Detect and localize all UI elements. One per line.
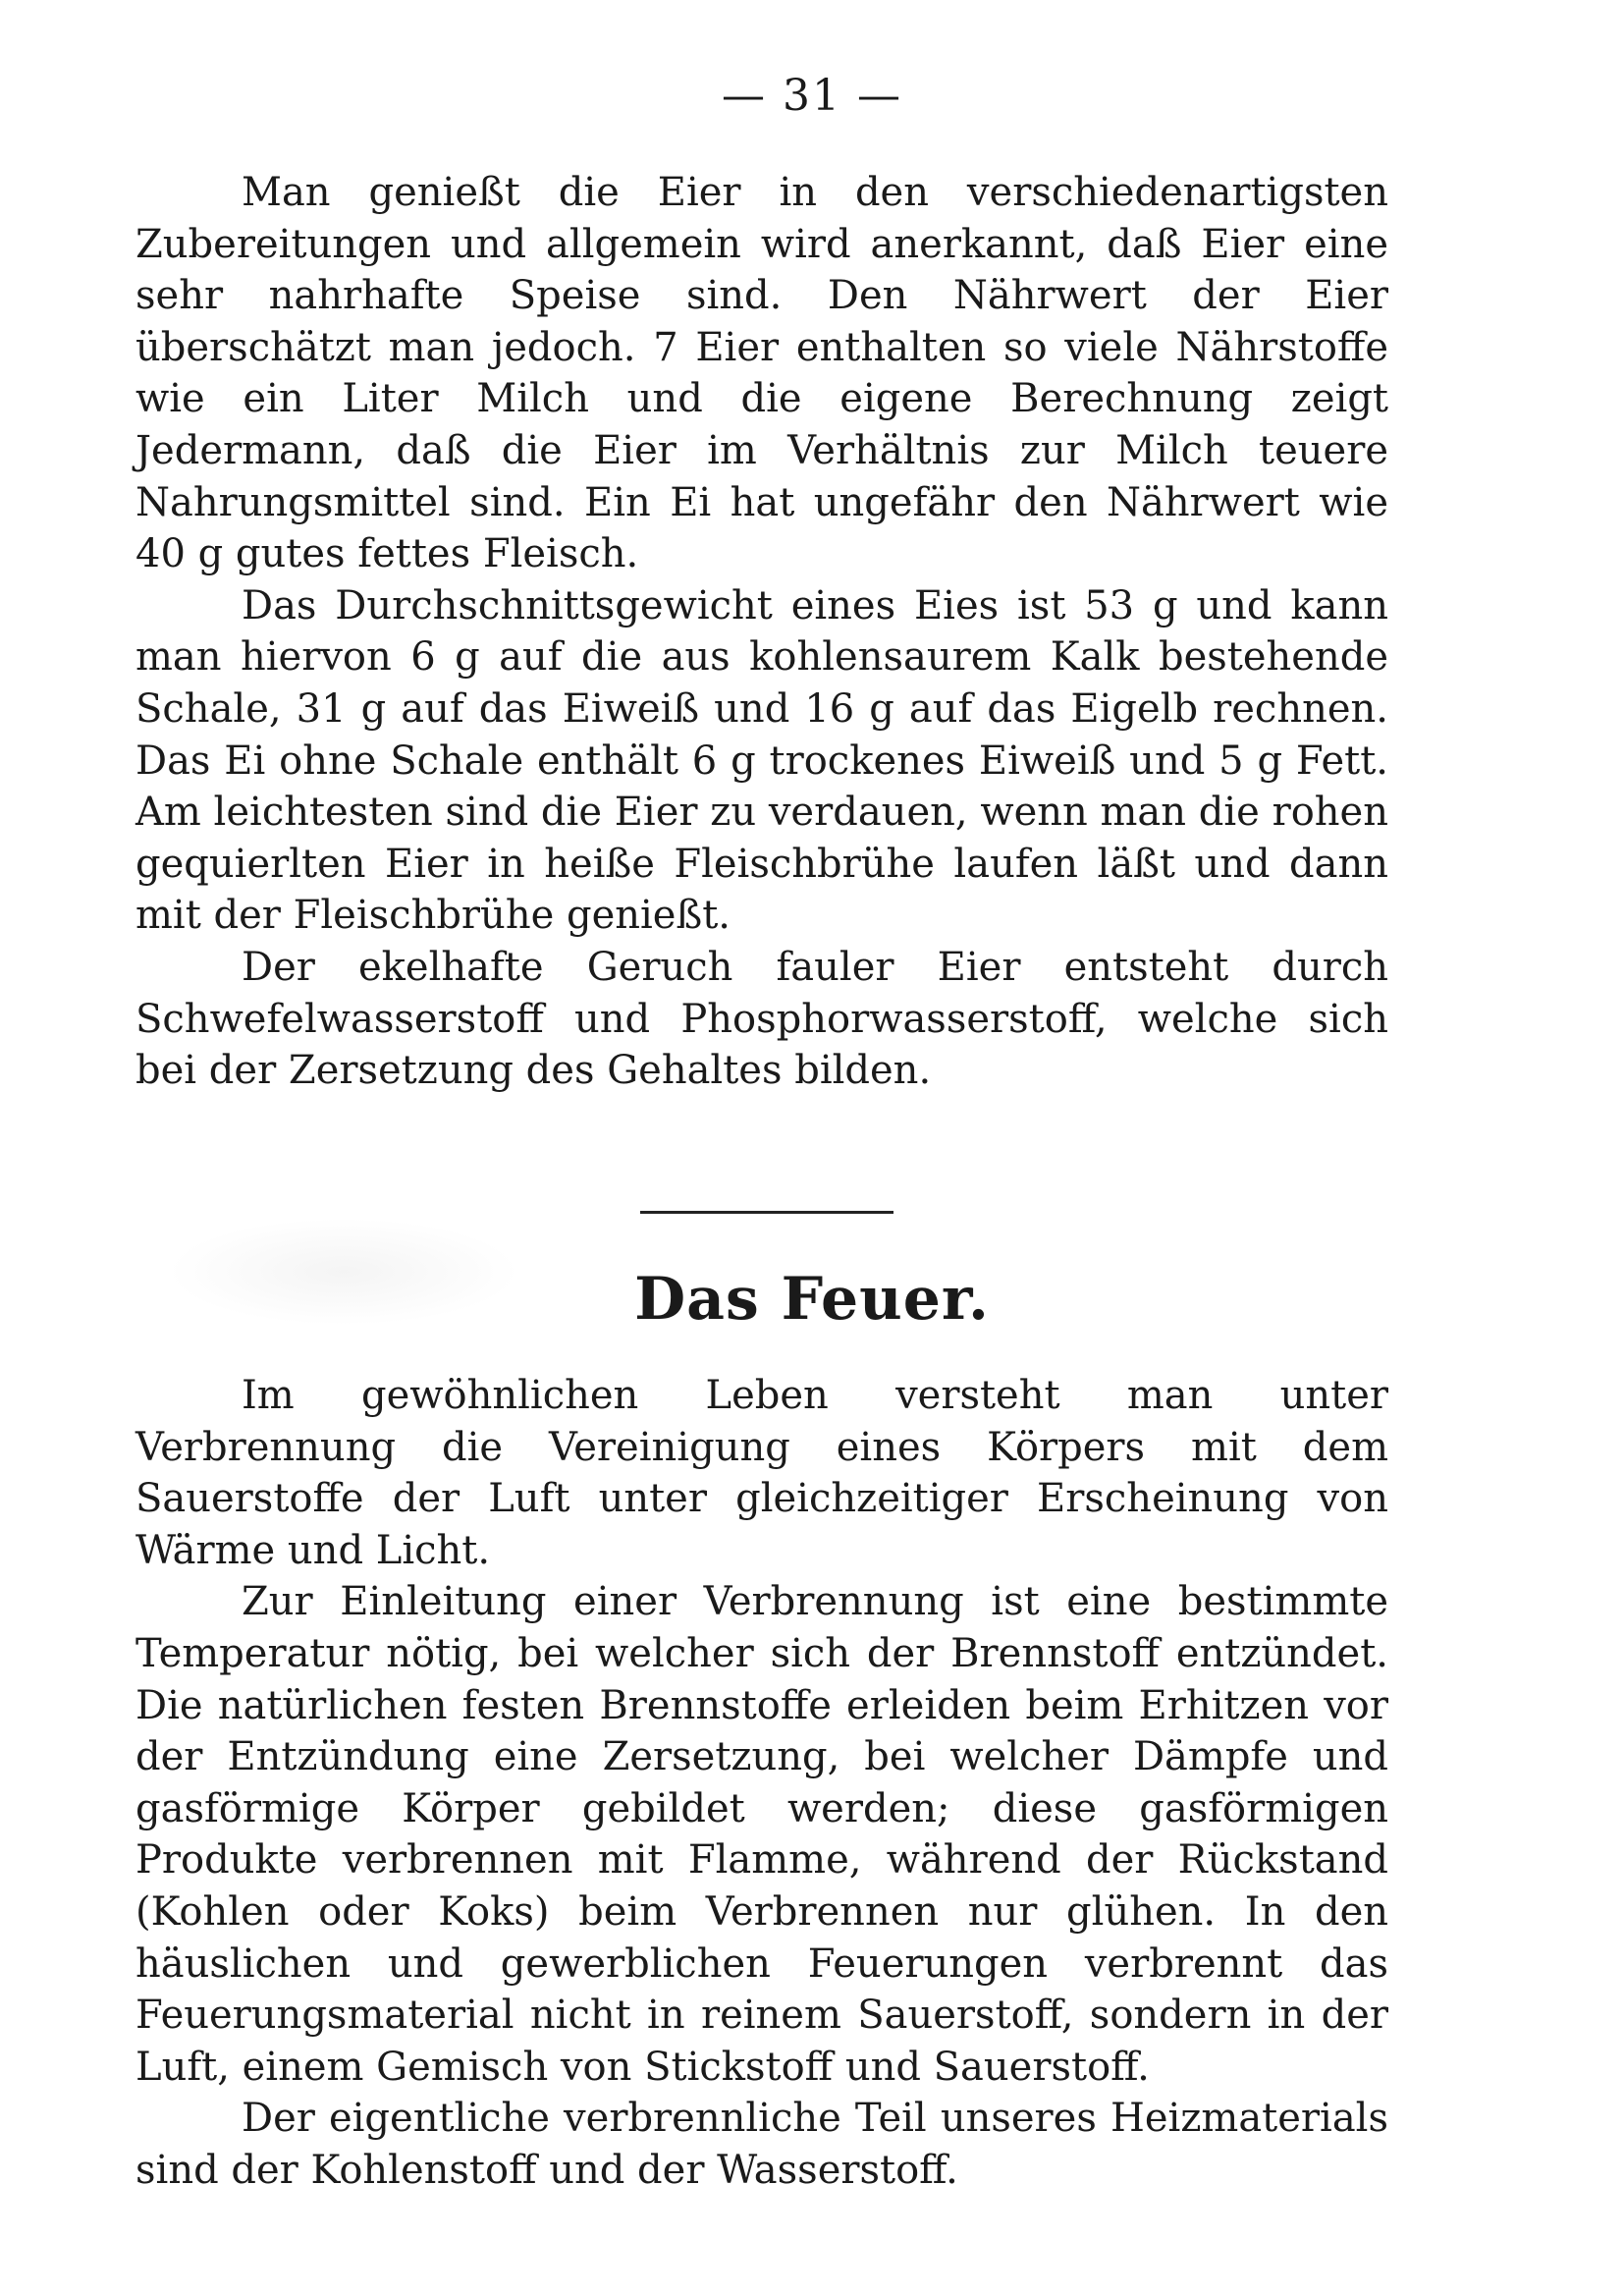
page-number: — 31 —: [722, 71, 902, 121]
paragraph-egg-weight: Das Durchschnittsgewicht eines Eies ist 53 g und kann man hiervon 6 g auf die aus kohlensaurem Kalk bestehende Schale, 31 g auf das Eiweiß und 16 g auf das Eigelb rechnen. Das Ei ohne Schale enthält 6 g trockenes Eiweiß und 5 g Fett. Am leichtesten sind die Eier zu verdauen, wenn man die rohen gequierlten Eier in heiße Fleischbrühe laufen läßt und dann mit der Fleischbrühe genießt.: [135, 582, 1388, 939]
eggs-section: [135, 167, 1388, 1097]
fire-section: [135, 1370, 1388, 2197]
section-divider: [640, 1211, 893, 1214]
paragraph-combustion-process: Zur Einleitung einer Verbrennung ist eine bestimmte Temperatur nötig, bei welcher sich der Brennstoff entzündet. Die natürlichen festen Brennstoffe erleiden beim Erhitzen vor der Entzündung eine Zersetzung, bei welcher Dämpfe und gasförmige Körper gebildet werden; diese gasförmigen Produkte verbrennen mit Flamme, während der Rückstand (Kohlen oder Koks) beim Verbrennen nur glühen. In den häuslichen und gewerblichen Feuerungen verbrennt das Feuerungsmaterial nicht in reinem Sauerstoff, sondern in der Luft, einem Gemisch von Stickstoff und Sauerstoff.: [135, 1579, 1388, 2090]
paragraph-egg-preparation: Man genießt die Eier in den verschiedenartigsten Zubereitungen und allgemein wird anerkannt, daß Eier eine sehr nahrhafte Speise sind. Den Nährwert der Eier überschätzt man jedoch. 7 Eier enthalten so viele Nährstoffe wie ein Liter Milch und die eigene Berechnung zeigt Jedermann, daß die Eier im Verhältnis zur Milch teuere Nahrungsmittel sind. Ein Ei hat ungefähr den Nährwert wie 40 g gutes fettes Fleisch.: [135, 170, 1388, 577]
paragraph-heating-material: Der eigentliche verbrennliche Teil unseres Heizmaterials sind der Kohlenstoff und der Wasserstoff.: [135, 2096, 1388, 2193]
paragraph-egg-smell: Der ekelhafte Geruch fauler Eier entsteht durch Schwefelwasserstoff und Phosphorwasserstoff, welche sich bei der Zersetzung des Gehaltes bilden.: [135, 944, 1388, 1094]
section-heading-fire: Das Feuer.: [634, 1265, 990, 1334]
paragraph-combustion-definition: Im gewöhnlichen Leben versteht man unter Verbrennung die Vereinigung eines Körpers mit dem Sauerstoffe der Luft unter gleichzeitiger Erscheinung von Wärme und Licht.: [135, 1373, 1388, 1573]
